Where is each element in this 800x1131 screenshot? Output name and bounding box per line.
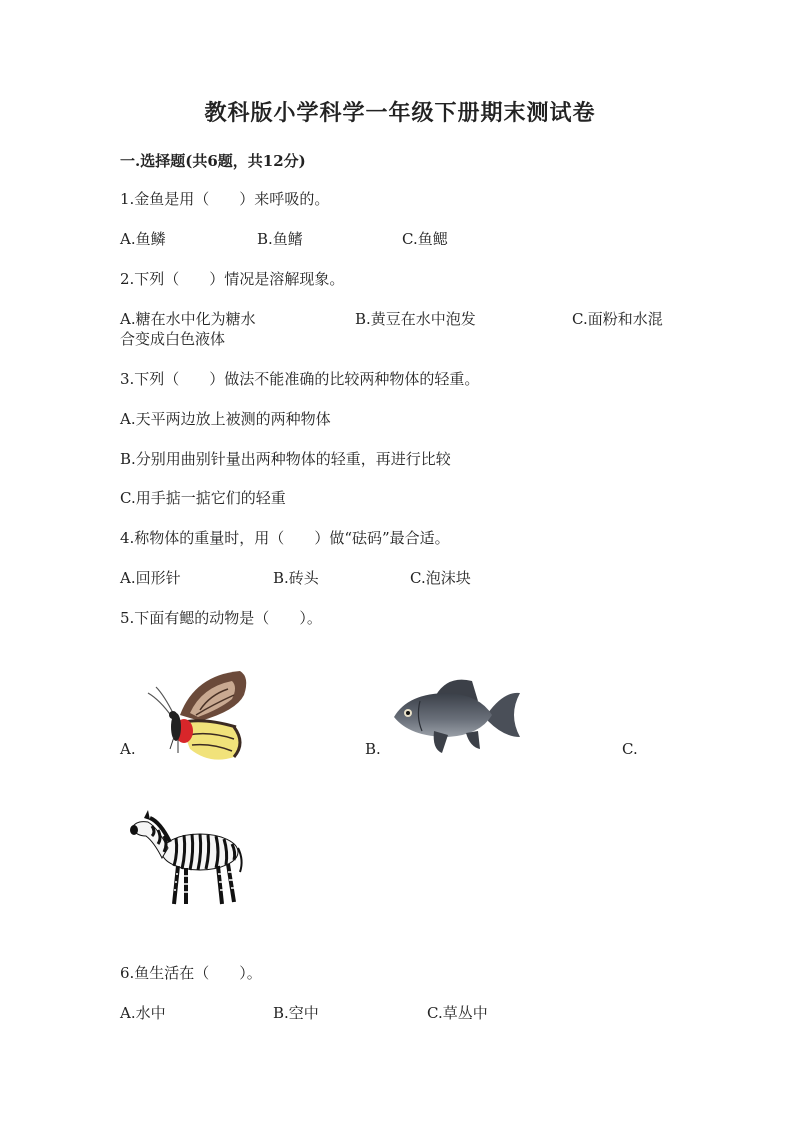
q5-option-a-label: A. — [120, 740, 136, 758]
question-2: 2.下列（ ）情况是溶解现象。 — [120, 270, 345, 288]
question-6: 6.鱼生活在（ ）。 — [120, 964, 262, 982]
q1-option-b: B.鱼鳍 — [257, 230, 303, 248]
q2-option-b: B.黄豆在水中泡发 — [355, 310, 476, 328]
q4-option-c: C.泡沫块 — [410, 569, 471, 587]
q3-option-c: C.用手掂一掂它们的轻重 — [120, 489, 286, 507]
fish-image — [388, 673, 523, 758]
section-heading: 一.选择题(共6题，共12分) — [120, 152, 306, 170]
q6-option-a: A.水中 — [120, 1004, 166, 1022]
q1-option-c: C.鱼鳃 — [402, 230, 448, 248]
q3-option-b: B.分别用曲别针量出两种物体的轻重，再进行比较 — [120, 450, 451, 468]
question-5: 5.下面有鳃的动物是（ ）。 — [120, 609, 322, 627]
q2-option-c-line2: 合变成白色液体 — [120, 330, 226, 348]
butterfly-image — [140, 665, 255, 765]
q5-option-c-label: C. — [622, 740, 638, 758]
q3-option-a: A.天平两边放上被测的两种物体 — [120, 410, 331, 428]
q6-option-b: B.空中 — [273, 1004, 319, 1022]
q1-option-a: A.鱼鳞 — [120, 230, 166, 248]
zebra-image — [128, 808, 246, 910]
q2-option-c-line1: C.面粉和水混 — [572, 310, 663, 328]
q2-option-a: A.糖在水中化为糖水 — [120, 310, 256, 328]
q4-option-a: A.回形针 — [120, 569, 181, 587]
question-1: 1.金鱼是用（ ）来呼吸的。 — [120, 190, 330, 208]
page-title: 教科版小学科学一年级下册期末测试卷 — [204, 100, 596, 126]
question-4: 4.称物体的重量时，用（ ）做“砝码”最合适。 — [120, 529, 450, 547]
q5-option-b-label: B. — [365, 740, 381, 758]
question-3: 3.下列（ ）做法不能准确的比较两种物体的轻重。 — [120, 370, 480, 388]
q4-option-b: B.砖头 — [273, 569, 319, 587]
q6-option-c: C.草丛中 — [427, 1004, 488, 1022]
